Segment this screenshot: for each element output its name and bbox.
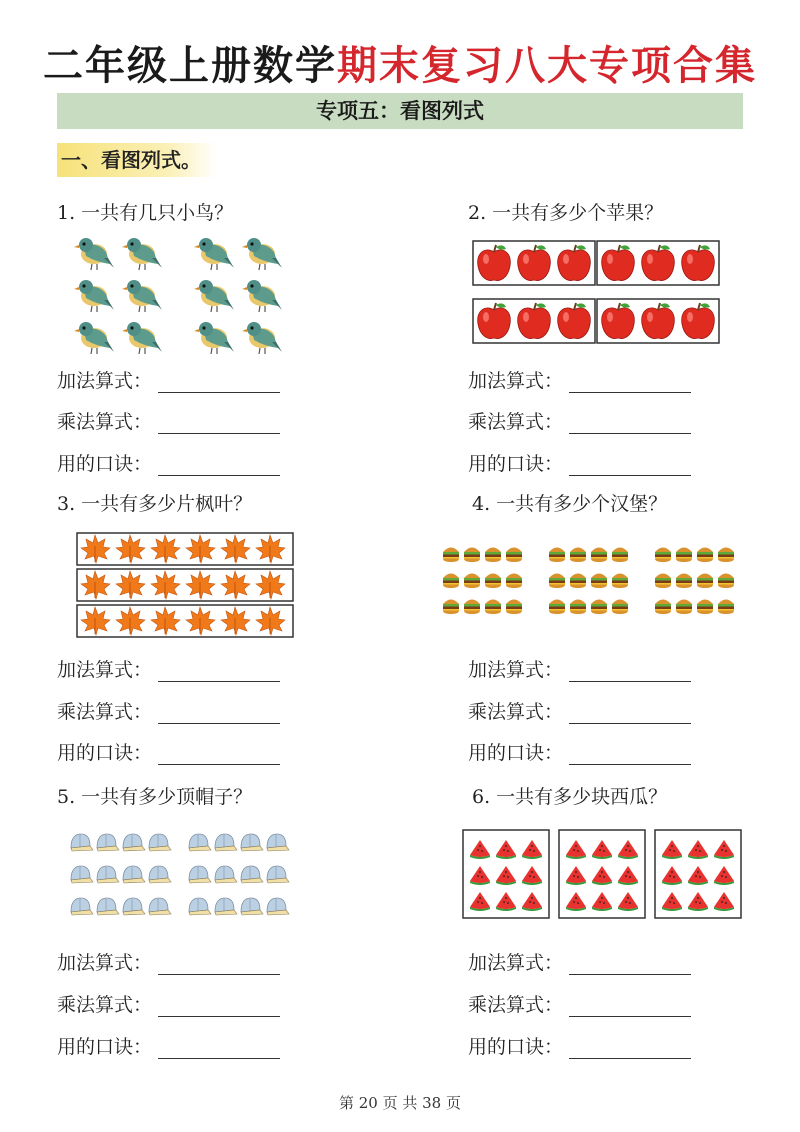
q3-mul-row — [57, 697, 280, 724]
question-6: 6. 一共有多少块西瓜？ — [472, 786, 668, 808]
hamburger-icon — [718, 574, 734, 589]
hamburger-icon — [612, 548, 628, 563]
q2-mul-row — [468, 407, 691, 434]
cap-icon — [97, 866, 119, 883]
cap-icon — [215, 834, 237, 851]
cap-icon — [189, 898, 211, 915]
cap-icon — [149, 898, 171, 915]
answer-blank[interactable] — [158, 1037, 280, 1059]
hamburger-icon — [506, 600, 522, 615]
watermelon-icon — [592, 840, 612, 859]
maple-leaf-icon — [221, 607, 250, 635]
hamburger-icon — [718, 600, 734, 615]
hamburger-icon — [485, 574, 501, 589]
hamburger-icon — [612, 600, 628, 615]
maple-leaf-icon — [256, 535, 285, 563]
hamburger-icon — [464, 574, 480, 589]
maple-leaf-icon — [256, 571, 285, 599]
maple-leaf-icon — [116, 571, 145, 599]
apple-icon — [682, 303, 715, 338]
watermelon-icon — [470, 866, 490, 885]
maple-leaf-icon — [186, 607, 215, 635]
maple-leaf-icon — [151, 607, 180, 635]
hamburger-icon — [676, 574, 692, 589]
watermelon-icon — [688, 840, 708, 859]
hamburger-icon — [570, 574, 586, 589]
answer-blank[interactable] — [158, 702, 280, 724]
hamburger-icon — [485, 600, 501, 615]
leaves-picture — [76, 532, 294, 638]
cap-icon — [97, 834, 119, 851]
watermelon-icon — [470, 892, 490, 911]
answer-blank[interactable] — [569, 454, 691, 476]
apple-icon — [602, 245, 635, 280]
kou-label: 用的口诀： — [468, 1036, 564, 1058]
hamburger-icon — [443, 548, 459, 563]
hamburger-icon — [697, 600, 713, 615]
question-4: 4. 一共有多少个汉堡？ — [472, 493, 668, 515]
apple-icon — [602, 303, 635, 338]
maple-leaf-icon — [186, 571, 215, 599]
apple-icon — [478, 245, 511, 280]
topic-banner: 专项五：看图列式 — [57, 93, 743, 129]
cap-icon — [149, 866, 171, 883]
answer-blank[interactable] — [158, 660, 280, 682]
maple-leaf-icon — [116, 607, 145, 635]
bird-icon — [242, 238, 282, 270]
bird-icon — [122, 238, 162, 270]
add-label: 加法算式： — [468, 659, 564, 681]
watermelon-icon — [618, 866, 638, 885]
question-2: 2. 一共有多少个苹果？ — [468, 202, 664, 224]
birds-picture — [70, 232, 290, 354]
maple-leaf-icon — [221, 535, 250, 563]
answer-blank[interactable] — [569, 953, 691, 975]
hamburgers-picture — [442, 542, 742, 620]
add-label: 加法算式： — [468, 952, 564, 974]
hamburger-icon — [591, 574, 607, 589]
cap-icon — [123, 898, 145, 915]
hamburger-icon — [443, 574, 459, 589]
hamburger-icon — [676, 548, 692, 563]
mul-label: 乘法算式： — [468, 994, 564, 1016]
mul-label: 乘法算式： — [468, 411, 564, 433]
cap-icon — [267, 834, 289, 851]
cap-icon — [215, 866, 237, 883]
q1-add-row — [57, 366, 280, 393]
watermelon-icon — [566, 840, 586, 859]
apple-icon — [518, 303, 551, 338]
apple-icon — [682, 245, 715, 280]
cap-icon — [123, 866, 145, 883]
watermelon-icon — [662, 892, 682, 911]
title-part2: 期末复习八大专项合集 — [337, 43, 757, 89]
title-part1: 二年级上册数学 — [43, 43, 337, 89]
maple-leaf-icon — [81, 535, 110, 563]
q2-add-row — [468, 366, 691, 393]
add-label: 加法算式： — [57, 370, 153, 392]
watermelon-icon — [688, 866, 708, 885]
cap-icon — [71, 834, 93, 851]
answer-blank[interactable] — [569, 743, 691, 765]
hamburger-icon — [506, 548, 522, 563]
kou-label: 用的口诀： — [57, 742, 153, 764]
cap-icon — [241, 834, 263, 851]
watermelon-icon — [714, 840, 734, 859]
watermelon-icon — [566, 892, 586, 911]
q1-mul-row — [57, 407, 280, 434]
answer-blank[interactable] — [569, 702, 691, 724]
answer-blank[interactable] — [569, 995, 691, 1017]
cap-icon — [267, 866, 289, 883]
answer-blank[interactable] — [569, 1037, 691, 1059]
answer-blank[interactable] — [158, 995, 280, 1017]
watermelon-icon — [592, 892, 612, 911]
hamburger-icon — [464, 548, 480, 563]
hamburger-icon — [591, 600, 607, 615]
watermelon-icon — [470, 840, 490, 859]
apple-icon — [642, 245, 675, 280]
q5-mul-row — [57, 990, 280, 1017]
watermelon-icon — [688, 892, 708, 911]
bird-icon — [74, 322, 114, 354]
maple-leaf-icon — [151, 571, 180, 599]
answer-blank[interactable] — [569, 412, 691, 434]
hamburger-icon — [549, 600, 565, 615]
apple-icon — [558, 303, 591, 338]
apple-icon — [478, 303, 511, 338]
maple-leaf-icon — [116, 535, 145, 563]
cap-icon — [71, 866, 93, 883]
page-footer: 第 20 页 共 38 页 — [338, 1094, 461, 1112]
hamburger-icon — [655, 600, 671, 615]
maple-leaf-icon — [151, 535, 180, 563]
bird-icon — [74, 238, 114, 270]
watermelon-icon — [496, 840, 516, 859]
hamburger-icon — [549, 548, 565, 563]
question-5: 5. 一共有多少顶帽子？ — [57, 786, 253, 808]
q4-mul-row — [468, 697, 691, 724]
hamburger-icon — [697, 574, 713, 589]
watermelon-icon — [522, 892, 542, 911]
answer-blank[interactable] — [158, 412, 280, 434]
section-heading: 一、看图列式。 — [57, 143, 217, 177]
apples-picture — [472, 240, 722, 344]
cap-icon — [123, 834, 145, 851]
mul-label: 乘法算式： — [57, 994, 153, 1016]
kou-label: 用的口诀： — [57, 1036, 153, 1058]
cap-icon — [241, 898, 263, 915]
watermelon-icon — [496, 892, 516, 911]
hamburger-icon — [718, 548, 734, 563]
apple-icon — [642, 303, 675, 338]
bird-icon — [194, 238, 234, 270]
answer-blank[interactable] — [569, 660, 691, 682]
answer-blank[interactable] — [569, 371, 691, 393]
watermelon-icon — [496, 866, 516, 885]
q4-add-row — [468, 655, 691, 682]
cap-icon — [97, 898, 119, 915]
maple-leaf-icon — [256, 607, 285, 635]
cap-icon — [215, 898, 237, 915]
q2-kou-row — [468, 449, 691, 476]
hamburger-icon — [655, 548, 671, 563]
kou-label: 用的口诀： — [468, 453, 564, 475]
bird-icon — [122, 280, 162, 312]
add-label: 加法算式： — [57, 952, 153, 974]
q5-add-row — [57, 948, 280, 975]
mul-label: 乘法算式： — [57, 701, 153, 723]
hamburger-icon — [655, 574, 671, 589]
watermelon-icon — [714, 892, 734, 911]
watermelon-icon — [662, 866, 682, 885]
maple-leaf-icon — [221, 571, 250, 599]
apple-icon — [518, 245, 551, 280]
maple-leaf-icon — [186, 535, 215, 563]
hamburger-icon — [485, 548, 501, 563]
watermelon-icon — [618, 840, 638, 859]
bird-icon — [242, 322, 282, 354]
q6-kou-row — [468, 1032, 691, 1059]
question-1: 1. 一共有几只小鸟？ — [57, 202, 234, 224]
kou-label: 用的口诀： — [57, 453, 153, 475]
q4-kou-row — [468, 738, 691, 765]
hamburger-icon — [570, 548, 586, 563]
add-label: 加法算式： — [468, 370, 564, 392]
cap-icon — [189, 834, 211, 851]
maple-leaf-icon — [81, 571, 110, 599]
page-title — [0, 34, 800, 91]
cap-icon — [149, 834, 171, 851]
cap-icon — [267, 898, 289, 915]
hamburger-icon — [464, 600, 480, 615]
add-label: 加法算式： — [57, 659, 153, 681]
answer-blank[interactable] — [158, 743, 280, 765]
answer-blank[interactable] — [158, 371, 280, 393]
watermelon-icon — [522, 866, 542, 885]
answer-blank[interactable] — [158, 454, 280, 476]
watermelon-icon — [714, 866, 734, 885]
mul-label: 乘法算式： — [57, 411, 153, 433]
cap-icon — [71, 898, 93, 915]
q3-add-row — [57, 655, 280, 682]
watermelon-icon — [566, 866, 586, 885]
cap-icon — [189, 866, 211, 883]
q6-add-row — [468, 948, 691, 975]
maple-leaf-icon — [81, 607, 110, 635]
answer-blank[interactable] — [158, 953, 280, 975]
q3-kou-row — [57, 738, 280, 765]
q1-kou-row — [57, 449, 280, 476]
apple-icon — [558, 245, 591, 280]
watermelon-icon — [618, 892, 638, 911]
hamburger-icon — [549, 574, 565, 589]
hamburger-icon — [506, 574, 522, 589]
watermelon-icon — [592, 866, 612, 885]
hamburger-icon — [443, 600, 459, 615]
q6-mul-row — [468, 990, 691, 1017]
watermelon-icon — [522, 840, 542, 859]
watermelon-picture — [462, 829, 744, 921]
q5-kou-row — [57, 1032, 280, 1059]
mul-label: 乘法算式： — [468, 701, 564, 723]
bird-icon — [194, 280, 234, 312]
watermelon-icon — [662, 840, 682, 859]
hamburger-icon — [697, 548, 713, 563]
hamburger-icon — [591, 548, 607, 563]
bird-icon — [194, 322, 234, 354]
bird-icon — [74, 280, 114, 312]
kou-label: 用的口诀： — [468, 742, 564, 764]
question-3: 3. 一共有多少片枫叶？ — [57, 493, 253, 515]
cap-icon — [241, 866, 263, 883]
hamburger-icon — [612, 574, 628, 589]
hamburger-icon — [570, 600, 586, 615]
caps-picture — [68, 830, 298, 920]
hamburger-icon — [676, 600, 692, 615]
bird-icon — [242, 280, 282, 312]
bird-icon — [122, 322, 162, 354]
